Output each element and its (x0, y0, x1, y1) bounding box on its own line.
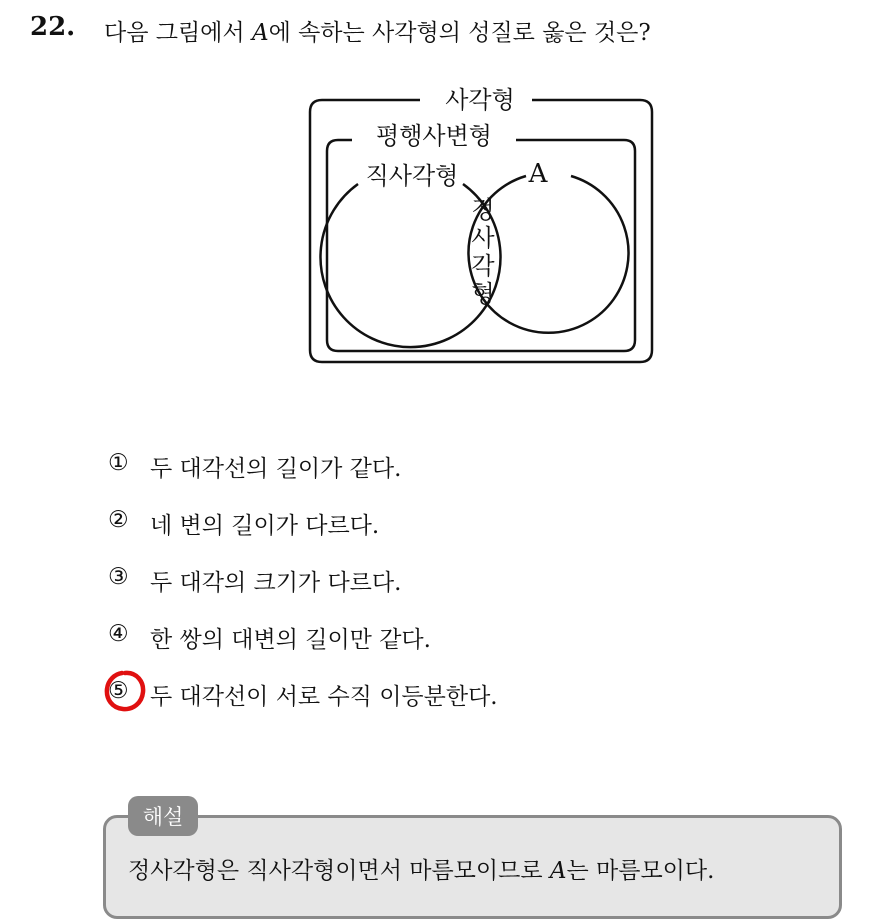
choice-1-text: 두 대각선의 길이가 같다. (150, 456, 402, 482)
intersection-label-char-4: 형 (471, 280, 495, 308)
explanation-text-after: 는 마름모이다. (566, 858, 715, 884)
question-number: 22. (30, 12, 76, 42)
question-text-after: 에 속하는 사각형의 성질로 옳은 것은? (268, 20, 651, 46)
choice-4[interactable] (108, 621, 498, 678)
choice-5[interactable] (108, 678, 498, 735)
choice-3[interactable] (108, 564, 498, 621)
choice-2-text: 네 변의 길이가 다르다. (150, 513, 380, 539)
choice-3-text: 두 대각의 크기가 다르다. (150, 570, 402, 596)
outer-set-label: 사각형 (445, 86, 515, 114)
answer-circle-icon (102, 668, 148, 714)
inner-set-label: 평행사변형 (376, 122, 492, 150)
choice-2[interactable] (108, 507, 498, 564)
intersection-label-char-3: 각 (471, 252, 495, 280)
explanation-text-before: 정사각형은 직사각형이면서 마름모이므로 (128, 858, 550, 884)
left-circle-label: 직사각형 (365, 162, 459, 190)
question-text (104, 14, 651, 47)
choice-4-text: 한 쌍의 대변의 길이만 같다. (150, 627, 431, 653)
question-text-before: 다음 그림에서 (104, 20, 252, 46)
choice-4-mark: ④ (108, 621, 129, 647)
intersection-label-char-2: 사 (471, 224, 495, 252)
intersection-label-char-1: 정 (471, 196, 495, 224)
choice-5-text: 두 대각선이 서로 수직 이등분한다. (150, 684, 498, 710)
choice-2-mark: ② (108, 507, 129, 533)
choice-1-mark: ① (108, 450, 129, 476)
choice-list (108, 450, 498, 735)
question-variable: A (251, 20, 269, 46)
explanation-variable: A (549, 858, 567, 884)
choice-5-mark: ⑤ (108, 678, 129, 704)
venn-diagram (300, 80, 660, 370)
explanation-text (128, 852, 714, 885)
right-circle-label: A (528, 159, 548, 189)
explanation-tab: 해설 (128, 796, 198, 836)
choice-1[interactable] (108, 450, 498, 507)
choice-3-mark: ③ (108, 564, 129, 590)
